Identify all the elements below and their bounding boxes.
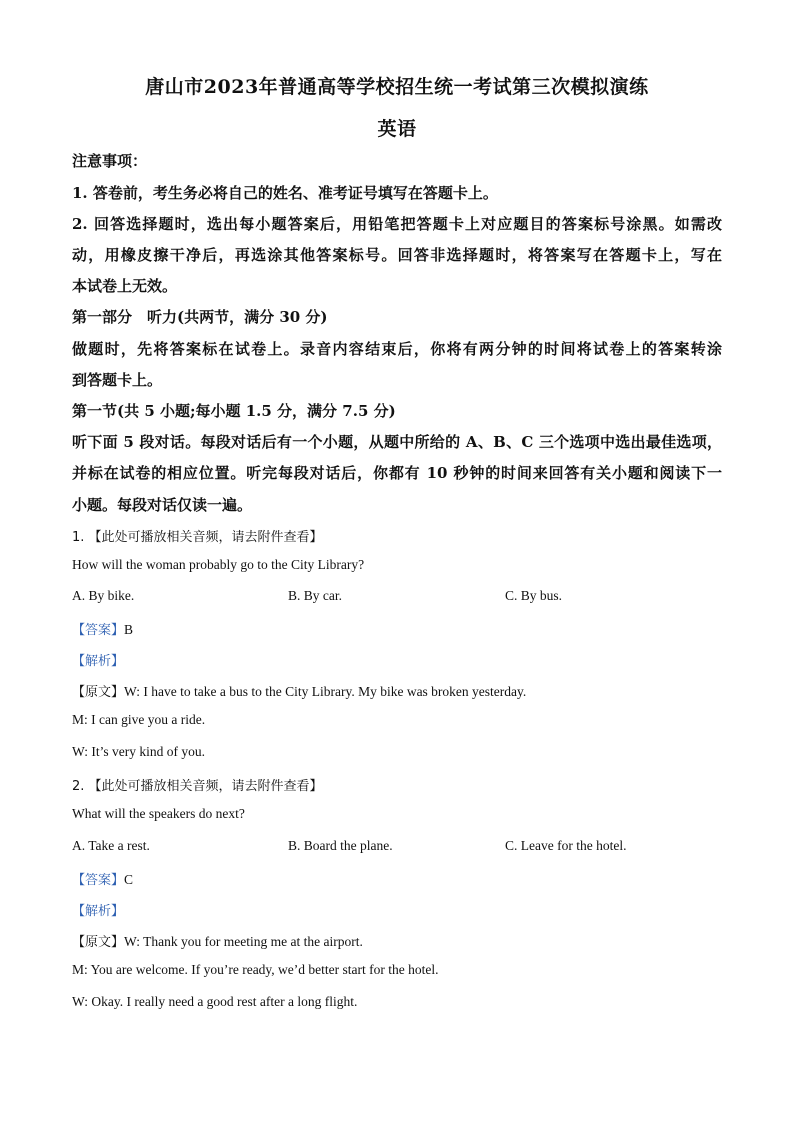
option-a: A. Take a rest. <box>72 838 150 853</box>
notes-item-2-line-3: 本试卷上无效。 <box>72 277 178 295</box>
section1-instr-line-2: 并标在试卷的相应位置。听完每段对话后，你都有 10 秒钟的时间来回答有关小题和阅读下一 <box>72 464 722 482</box>
exam-title: 唐山市2023年普通高等学校招生统一考试第三次模拟演练 <box>145 76 649 98</box>
notes-item-2-line-2: 动，用橡皮擦干净后，再选涂其他答案标号。回答非选择题时，将答案写在答题卡上，写在 <box>72 246 722 264</box>
answer-value: B <box>124 622 134 637</box>
part1-heading: 第一部分 听力(共两节，满分 30 分) <box>72 308 328 326</box>
transcript-text: W: I have to take a bus to the City Library. My bike was broken yesterday. <box>124 684 527 699</box>
section1-heading: 第一节(共 5 小题;每小题 1.5 分，满分 7.5 分) <box>72 402 396 420</box>
transcript-line <box>72 931 363 950</box>
transcript-line <box>72 681 526 700</box>
option-b: B. By car. <box>288 588 342 603</box>
section1-instr-line-3: 小题。每段对话仅读一遍。 <box>72 496 253 514</box>
analysis-tag: 【解析】 <box>72 654 125 669</box>
notes-heading: 注意事项： <box>72 152 148 170</box>
section1-instr-line-1: 听下面 5 段对话。每段对话后有一个小题，从题中所给的 A、B、C 三个选项中选出最佳选项， <box>72 433 722 451</box>
transcript-text: W: It’s very kind of you. <box>72 744 205 759</box>
option-a: A. By bike. <box>72 588 135 603</box>
answer-tag: 【答案】 <box>72 623 125 638</box>
analysis-tag: 【解析】 <box>72 904 125 919</box>
part1-instr-line-2: 到答题卡上。 <box>72 371 163 389</box>
option-b: B. Board the plane. <box>288 838 393 853</box>
question-number-line: 1. 【此处可播放相关音频，请去附件查看】 <box>72 530 323 545</box>
question-number-line: 2. 【此处可播放相关音频，请去附件查看】 <box>72 779 323 794</box>
notes-item-1: 1. 答卷前，考生务必将自己的姓名、准考证号填写在答题卡上。 <box>72 184 498 202</box>
answer-line <box>72 619 133 638</box>
option-c: C. Leave for the hotel. <box>505 838 627 853</box>
transcript-tag: 【原文】 <box>72 935 125 950</box>
option-c: C. By bus. <box>505 588 563 603</box>
answer-tag: 【答案】 <box>72 873 125 888</box>
part1-instr-line-1: 做题时，先将答案标在试卷上。录音内容结束后，你将有两分钟的时间将试卷上的答案转涂 <box>72 340 722 358</box>
answer-line <box>72 869 133 888</box>
notes-item-2-line-1: 2. 回答选择题时，选出每小题答案后，用铅笔把答题卡上对应题目的答案标号涂黑。如需改 <box>72 215 722 233</box>
question-text: How will the woman probably go to the City Library? <box>72 557 365 572</box>
transcript-text: M: I can give you a ride. <box>72 712 206 727</box>
subject-title: 英语 <box>377 118 417 140</box>
transcript-text: M: You are welcome. If you’re ready, we’d better start for the hotel. <box>72 962 439 977</box>
answer-value: C <box>124 872 134 887</box>
transcript-text: W: Okay. I really need a good rest after a long flight. <box>72 994 358 1009</box>
transcript-tag: 【原文】 <box>72 685 125 700</box>
question-text: What will the speakers do next? <box>72 806 245 821</box>
transcript-text: W: Thank you for meeting me at the airport. <box>124 934 363 949</box>
